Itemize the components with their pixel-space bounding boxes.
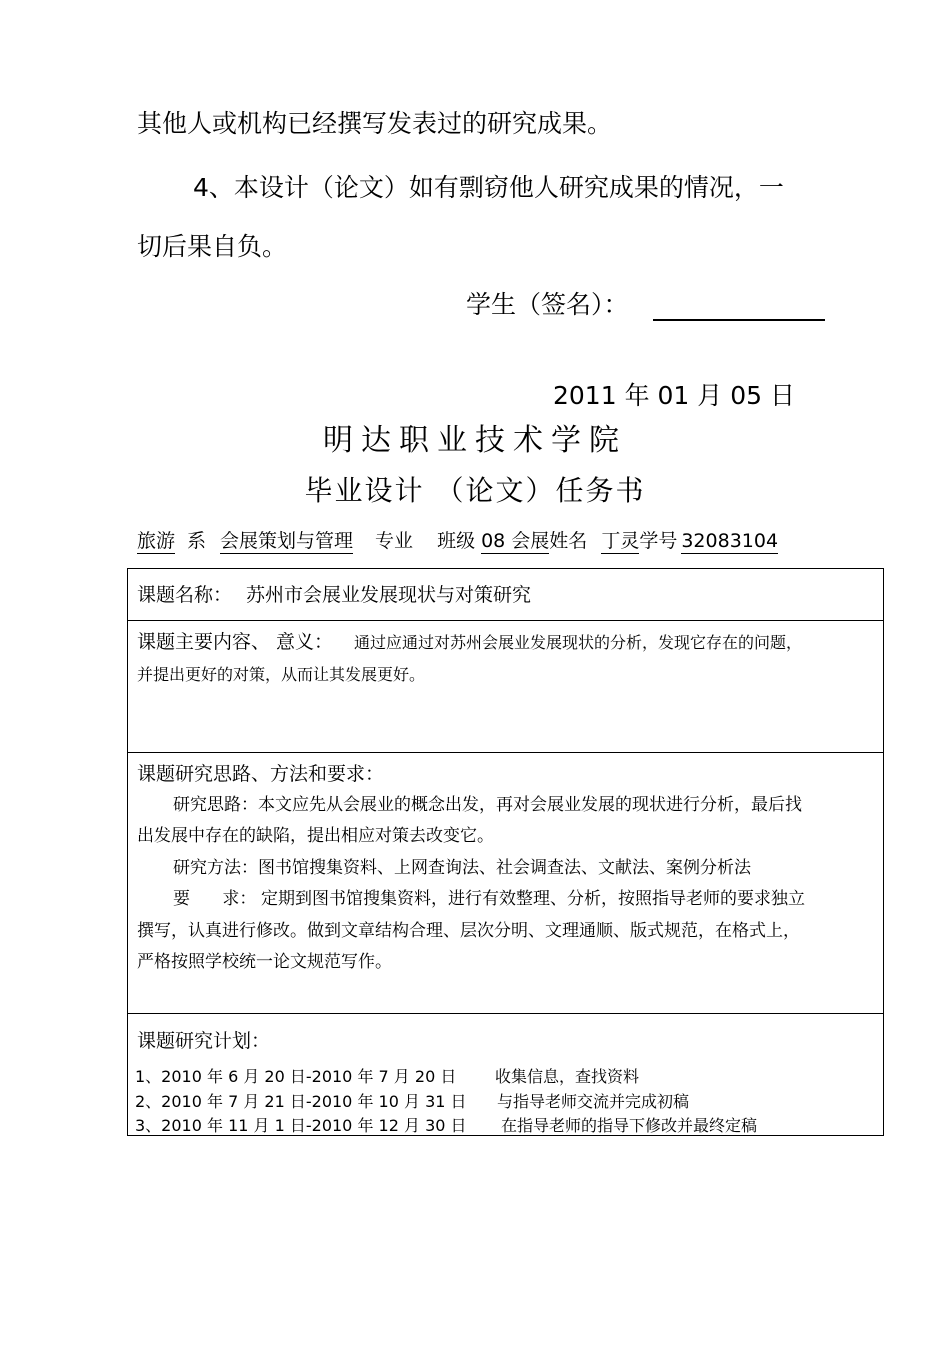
requirement-line-3: 严格按照学校统一论文规范写作。 bbox=[137, 952, 392, 972]
topic-label: 课题名称： bbox=[137, 584, 233, 606]
idea-line-2: 出发展中存在的缺陷，提出相应对策去改变它。 bbox=[137, 826, 494, 846]
topic-row bbox=[128, 569, 883, 621]
name-label: 姓名 bbox=[549, 530, 588, 552]
requirement-line-2: 撰写，认真进行修改。做到文章结构合理、层次分明、文理通顺、版式规范，在格式上， bbox=[137, 921, 800, 941]
plan-task-2: 与指导老师交流并完成初稿 bbox=[497, 1092, 690, 1111]
plan-period-2: 2、2010 年 7 月 21 日-2010 年 10 月 31 日 bbox=[135, 1092, 467, 1111]
content-line-2: 并提出更好的对策，从而让其发展更好。 bbox=[137, 665, 426, 684]
content-line-1: 通过应通过对苏州会展业发展现状的分析，发现它存在的问题， bbox=[354, 633, 803, 652]
requirement-label: 要 求： bbox=[173, 889, 257, 909]
content-row bbox=[128, 621, 883, 753]
school-name: 明达职业技术学院 bbox=[323, 423, 627, 458]
requirement-line-1: 定期到图书馆搜集资料，进行有效整理、分析，按照指导老师的要求独立 bbox=[261, 889, 805, 909]
method-label: 课题研究思路、方法和要求： bbox=[137, 763, 385, 785]
topic-value: 苏州市会展业发展现状与对策研究 bbox=[246, 584, 532, 606]
class-label: 班级 bbox=[437, 530, 476, 552]
method-line: 研究方法：图书馆搜集资料、上网查询法、社会调查法、文献法、案例分析法 bbox=[173, 858, 751, 878]
class-value: 08 会展 bbox=[481, 530, 550, 552]
document-title: 毕业设计 （论文）任务书 bbox=[304, 474, 646, 507]
plan-task-1: 收集信息，查找资料 bbox=[495, 1067, 640, 1086]
task-table bbox=[127, 568, 884, 1136]
student-info-line bbox=[137, 532, 778, 551]
major-suffix: 专业 bbox=[375, 530, 414, 552]
id-label: 学号 bbox=[639, 530, 678, 552]
content-label: 课题主要内容、 意义： bbox=[137, 631, 334, 653]
id-value: 32083104 bbox=[681, 530, 779, 552]
plan-label: 课题研究计划： bbox=[137, 1030, 271, 1052]
plan-period-1: 1、2010 年 6 月 20 日-2010 年 7 月 20 日 bbox=[135, 1067, 457, 1086]
method-row bbox=[128, 753, 883, 1014]
plan-period-3: 3、2010 年 11 月 1 日-2010 年 12 月 30 日 bbox=[135, 1116, 467, 1135]
signature-label: 学生（签名）： bbox=[466, 290, 629, 319]
signature-line bbox=[653, 319, 825, 321]
plan-task-3: 在指导老师的指导下修改并最终定稿 bbox=[501, 1116, 758, 1135]
idea-line-1: 研究思路：本文应先从会展业的概念出发，再对会展业发展的现状进行分析，最后找 bbox=[173, 795, 802, 815]
plan-row bbox=[128, 1014, 883, 1135]
declaration-item-4-cont: 切后果自负。 bbox=[137, 232, 288, 261]
signature-date: 2011 年 01 月 05 日 bbox=[553, 381, 795, 410]
declaration-line-1: 其他人或机构已经撰写发表过的研究成果。 bbox=[137, 109, 613, 138]
department-value: 旅游 bbox=[137, 530, 176, 552]
major-value: 会展策划与管理 bbox=[220, 530, 354, 552]
declaration-item-4: 4、本设计（论文）如有剽窃他人研究成果的情况，一 bbox=[193, 173, 784, 202]
department-suffix: 系 bbox=[187, 530, 207, 552]
name-value: 丁灵 bbox=[601, 530, 640, 552]
